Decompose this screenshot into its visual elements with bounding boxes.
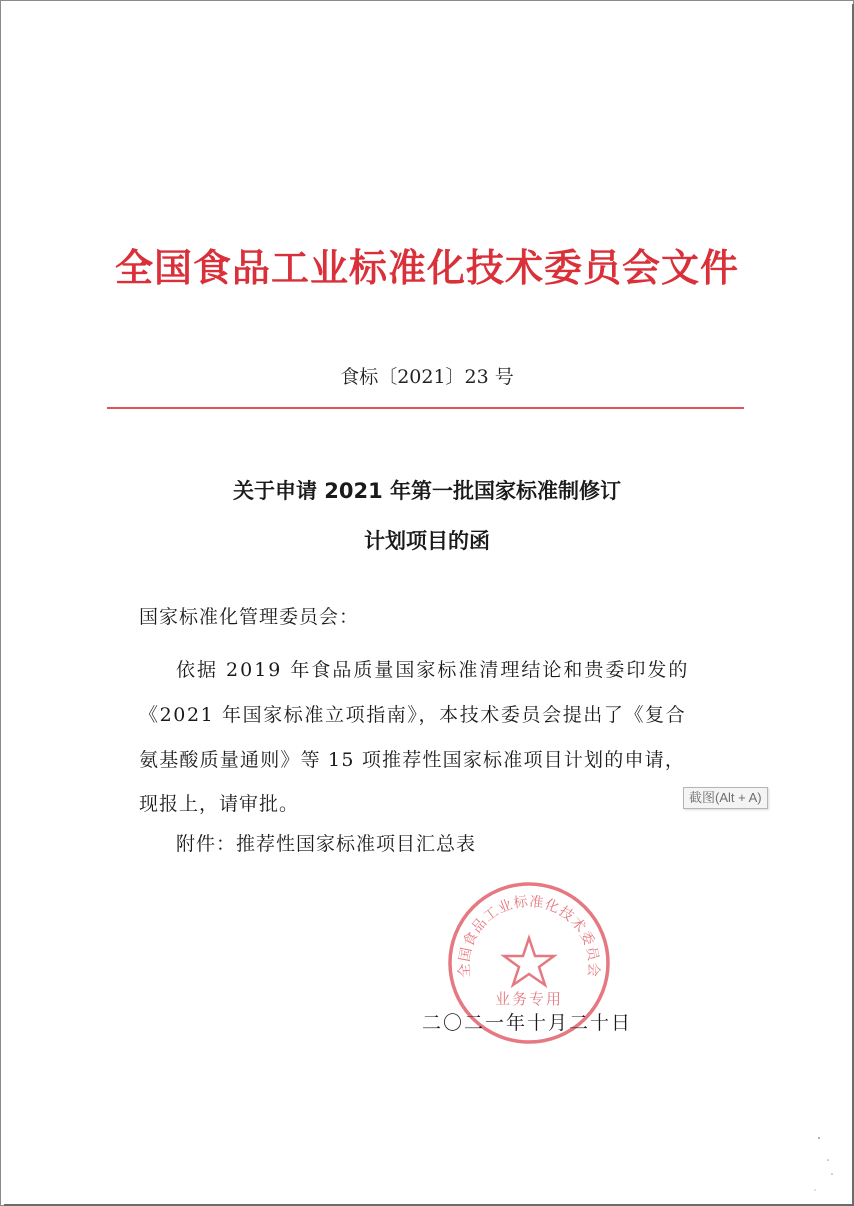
red-divider-line [107,407,744,409]
document-date: 二〇二一年十月二十日 [422,1012,633,1034]
body-text-line: 现报上，请审批。 [139,793,300,815]
attachment-note: 附件：推荐性国家标准项目汇总表 [176,833,477,855]
screenshot-tooltip: 截图(Alt + A) [683,787,768,809]
document-header: 全国食品工业标准化技术委员会文件 [114,245,739,290]
seal-star-icon [504,938,554,985]
salutation: 国家标准化管理委员会： [139,606,360,628]
svg-text:全国食品工业标准化技术委员会: 全国食品工业标准化技术委员会 [456,893,602,979]
letter-title-line-1: 关于申请 2021 年第一批国家标准制修订 [232,479,622,503]
svg-text:业务专用: 业务专用 [494,990,564,1008]
body-text-line: 依据 2019 年食品质量国家标准清理结论和贵委印发的 [176,659,690,681]
body-text-line: 氨基酸质量通则》等 15 项推荐性国家标准项目计划的申请， [139,749,686,771]
body-text-line: 《2021 年国家标准立项指南》，本技术委员会提出了《复合 [139,704,687,726]
letter-title-line-2: 计划项目的函 [364,529,490,553]
document-number: 食标〔2021〕23 号 [340,366,514,388]
